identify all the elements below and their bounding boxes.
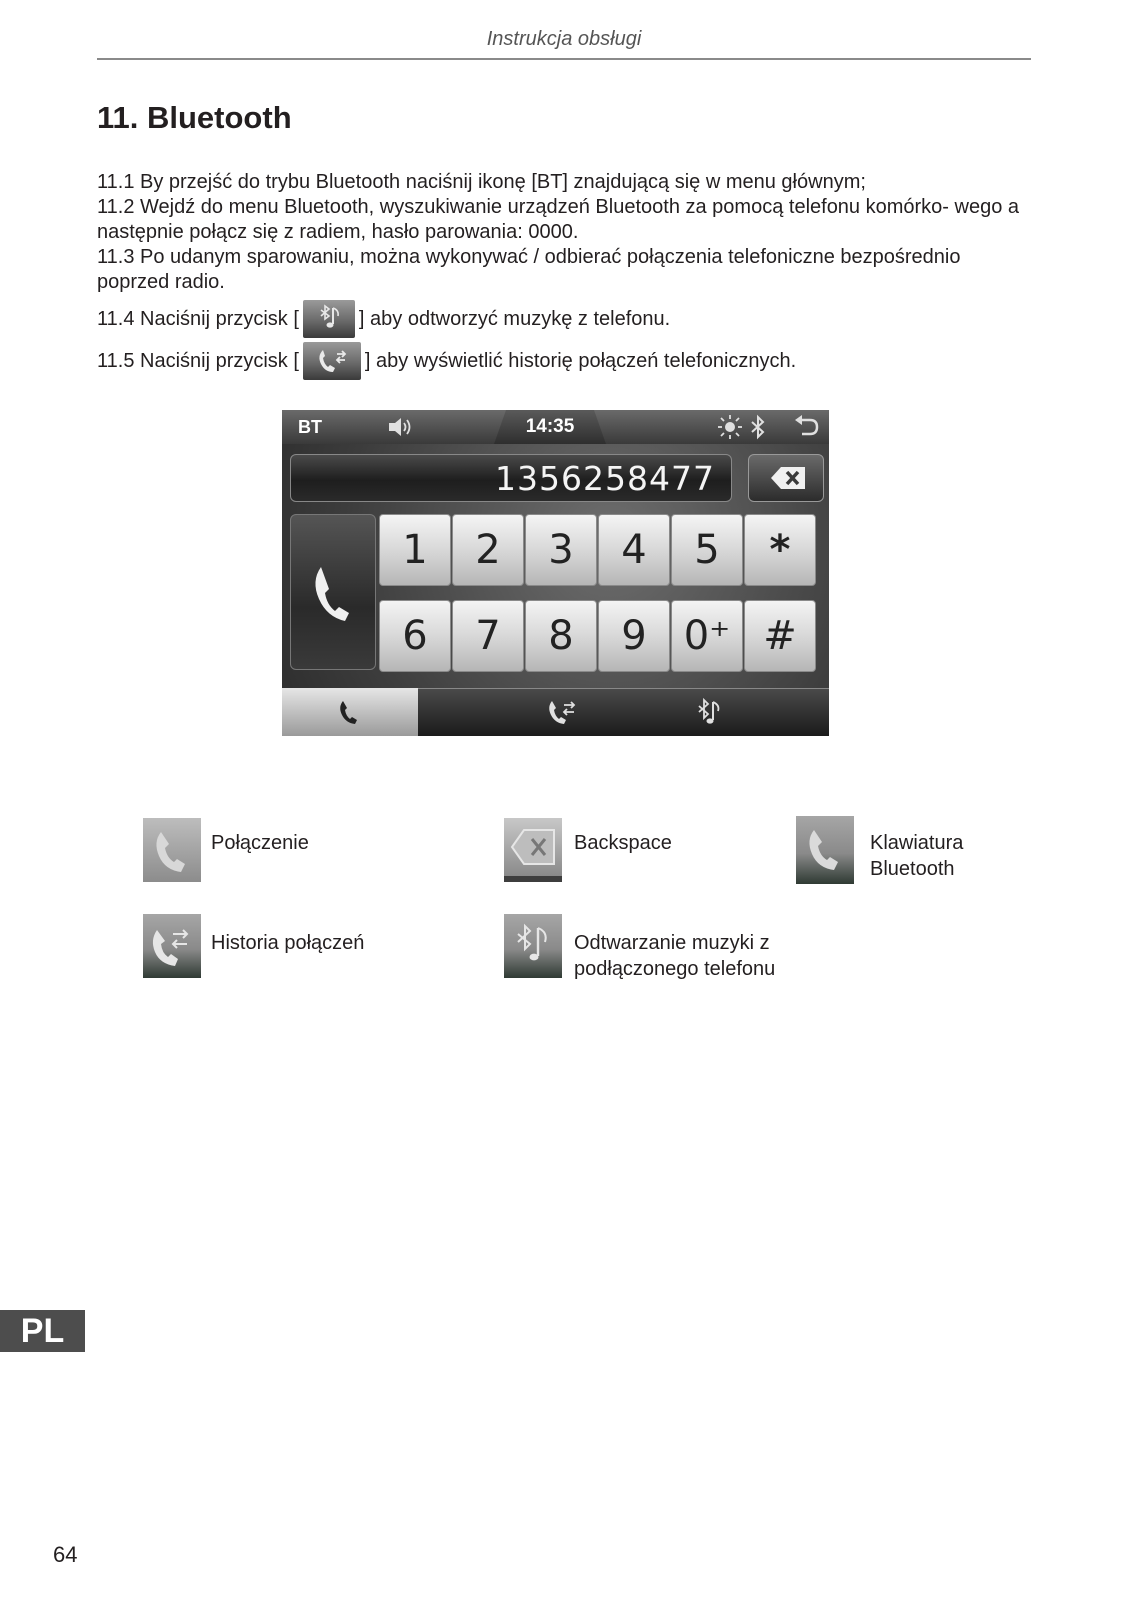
legend-backspace-label: Backspace [574,832,672,854]
tab-bluetooth-music[interactable] [694,697,724,734]
legend-history-label: Historia połączeń [211,932,365,954]
paragraph-11-4-end: ] aby odtworzyć muzykę z telefonu. [358,307,671,330]
dialed-number: 1356258477 [495,459,715,498]
paragraph-11-5-start: 11.5 Naciśnij przycisk [ [97,349,299,372]
key-9[interactable]: 9 [598,600,670,672]
phone-icon [334,697,364,734]
key-star[interactable]: * [744,514,816,586]
section-title: 11. Bluetooth [97,100,292,135]
legend-music-label [574,930,775,982]
key-5[interactable]: 5 [671,514,743,586]
tab-call-history[interactable] [544,697,580,734]
key-hash[interactable]: # [744,600,816,672]
paragraph-11-5 [97,342,796,380]
key-7[interactable]: 7 [452,600,524,672]
key-6[interactable]: 6 [379,600,451,672]
key-2[interactable]: 2 [452,514,524,586]
legend-music-label-line1: Odtwarzanie muzyki z [574,932,770,954]
key-3[interactable]: 3 [525,514,597,586]
legend-call-label: Połączenie [211,832,309,854]
call-button[interactable] [290,514,376,670]
legend-history-icon [143,914,201,978]
paragraph-11-3: 11.3 Po udanym sparowaniu, można wykonywać / odbierać połączenia telefoniczne bezpośrednio poprzed radio. [97,246,961,293]
back-arrow-icon[interactable] [792,414,820,446]
backspace-icon [749,455,823,501]
key-4[interactable]: 4 [598,514,670,586]
call-history-icon [303,342,361,380]
legend-keypad-icon [796,816,854,884]
legend-backspace-icon [504,818,562,882]
paragraph-11-1: 11.1 By przejść do trybu Bluetooth naciśnij ikonę [BT] znajdującą się w menu głównym; [97,171,866,193]
paragraph-11-5-end: ] aby wyświetlić historię połączeń telefonicznych. [364,349,797,372]
page-number: 64 [53,1542,78,1567]
legend-call-icon [143,818,201,882]
language-badge: PL [0,1310,85,1352]
legend-keypad-label-line2: Bluetooth [870,858,955,880]
bluetooth-dialer-screen [282,410,829,736]
key-1[interactable]: 1 [379,514,451,586]
brightness-icon[interactable] [716,414,744,446]
key-8[interactable]: 8 [525,600,597,672]
legend-music-icon [504,914,562,978]
phone-icon [291,515,375,669]
clock: 14:35 [525,416,575,437]
paragraph-11-4 [97,300,670,338]
header-divider [97,58,1031,60]
legend-keypad-label-line1: Klawiatura [870,832,964,854]
header-title: Instrukcja obsługi [486,28,642,50]
bluetooth-music-icon [303,300,355,338]
bluetooth-icon[interactable] [748,414,768,446]
mode-label: BT [298,417,322,437]
paragraph-11-4-start: 11.4 Naciśnij przycisk [ [97,307,299,330]
backspace-button[interactable] [748,454,824,502]
paragraph-11-2: 11.2 Wejdź do menu Bluetooth, wyszukiwanie urządzeń Bluetooth za pomocą telefonu komórko- wego a następnie połącz się z radiem, hasło parowania: 0000. [97,196,1020,243]
speaker-icon[interactable] [386,414,416,446]
legend-keypad-label [870,830,963,882]
key-0-plus[interactable]: 0⁺ [671,600,743,672]
legend-music-label-line2: podłączonego telefonu [574,958,776,980]
